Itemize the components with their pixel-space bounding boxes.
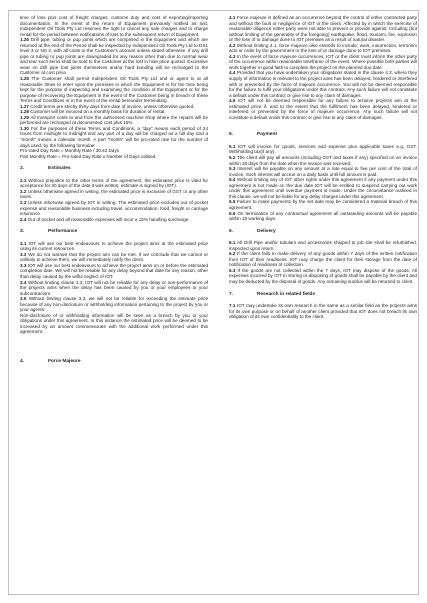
clause-number: 6.1 bbox=[229, 240, 236, 246]
clause-number: 5.1 bbox=[229, 143, 236, 149]
clause-number: 6.3 bbox=[229, 267, 236, 273]
paragraph: 6.3 If the goods are not collected within the 7 days, IOT may dispose of the goods. All expenses incurred by IOT in storing or disposing of goods shall be payable by the client and may be deducted by the disposal of goods. Any remaining surplus will be returned to client. bbox=[229, 267, 417, 284]
paragraph: 5.1 IOT will invoice for goods, services and expense plus applicable taxes e.g. GST. Withholding tax(if any). bbox=[229, 143, 417, 155]
section-heading-performance: 3. Performance bbox=[20, 229, 78, 235]
paragraph: 2.3 Unless otherwise agreed by IOT in writing. The estimated price excludes out of pocket expense and reasonable business including travel, accommodation, food, freight or carriage insurance. bbox=[20, 199, 208, 217]
clause-number: 3.4 bbox=[20, 279, 27, 285]
clause-number: 1.27 bbox=[20, 103, 29, 109]
paragraph: Non-disclosure of or withholding information will be seen as a breach by you or your obligations under this agreement. In this instance the estimated price will be deemed to be increased by an amount commensurate with the additional work performed under this agreement. bbox=[20, 312, 208, 335]
clause-number: 4.2 bbox=[229, 42, 236, 48]
paragraph: 6.2 If the client fails to make delivery of any goods within 7 days of the written notification from IOT of their readiness, IOT may charge the client for their storage from the date of notification of readiness of collection. bbox=[229, 251, 417, 268]
section-heading-payment: 5. Payment bbox=[229, 132, 277, 138]
right-column bbox=[229, 15, 417, 320]
clause-number: 2.2 bbox=[20, 188, 27, 194]
paragraph: 2.4 Out of pocket and all reasonable expenses will incur a 15% handling surcharge. bbox=[20, 216, 190, 222]
clause-number: 4.3 bbox=[229, 53, 236, 59]
paragraph: 4.5 IOT will not be deemed responsible for any failure to achieve projects aim at the estimated price if, and to the extent that the fulfilment has been delayed, hindered or interfered or prevented by the force of majeure occurrence. Any such failure will not constitute a default under this contract or give rise to any claim of damages. bbox=[229, 98, 417, 120]
paragraph: 5.5 Failure to make payments by the set date may be considered a material breach of this agreement. bbox=[229, 199, 417, 210]
paragraph: 1.25 Drill pipe, tubing or pup joints which are comprised in the Equipment and which are returned at the end of the Period shall be inspected by Independent Oil Tools Pty Ltd to DS1 level 3 or NS 2, with all costs to the Customer's account unless stated otherwise. If any drill pipe or tubing or pup joints are downgraded for any reason other than due to normal wear and tear such items shall be sold to the Customer at the lost in hole price quoted. Excessive wear on drill pipe tool joints themselves and/or hard banding will be recharged to the Customer at cost price. bbox=[20, 37, 208, 76]
paragraph: 5.6 On termination of any contractual agreement all outstanding amounts will be payable within 10 working days. bbox=[229, 210, 417, 222]
paragraph: 3.5 Without limiting clause 3.3, we will not be reliable for exceeding the estimate price because of any non-disclosure or withholding information pertaining to the project by you or your agents. bbox=[20, 296, 208, 313]
left-column bbox=[20, 15, 208, 371]
clause-number: 3.2 bbox=[20, 251, 27, 257]
section-heading-delivery: 6. Delivery bbox=[229, 228, 276, 234]
clause-number: 4.1 bbox=[229, 15, 236, 20]
clause-number: 3.3 bbox=[20, 262, 27, 268]
clause-number: 3.1 bbox=[20, 240, 27, 246]
paragraph: 6.1 All Drill Pipe and/or tubulars and accessories shipped to job site shall be refurbished, inspected upon return. bbox=[229, 240, 417, 251]
clause-number: 4.4 bbox=[229, 70, 236, 76]
clause-number: 2.4 bbox=[20, 216, 27, 222]
paragraph: 4.3 In the event of force majeure occurrences, IOT or the client must inform the other party of the occurrence within reasonable timeframe of the event. Where possible both parties will work together in good faith to complete the project on the planned due date. bbox=[229, 53, 417, 70]
paragraph: 5.3 Interest will be payable on any amount at a rate equal to five per cent of the total of invoice. Such interest will accrue on a daily basis until full amount is paid. bbox=[229, 166, 417, 177]
paragraph: 1.27 Credit terms are strictly thirty days from date of invoice, unless otherwise quoted. bbox=[20, 103, 195, 109]
paragraph: Pro-rated Day Rate = Monthly Rate / 30.42 Days bbox=[20, 148, 119, 154]
paragraph: time of loss plus cost of freight charges, customs duty and cost of exporting/importing documentation. In the event of the return of Equipment previously notified as lost, Independent Oil Tools Pty Ltd reserves the right to cancel any sale charges and to charge rental for the period between notifications of loss to the subsequent return of Equipment. bbox=[20, 15, 208, 37]
paragraph: 1.29 All transport costs to and from the authorised machine shop where the repairs will be performed are recharged at documented cost plus 15%. bbox=[20, 114, 208, 126]
clause-number: 5.3 bbox=[229, 166, 236, 172]
paragraph: 3.3 IOT will use our best endeavours to achieve the project aims on or before the estimated completion date. We will not be reliable for any delay beyond that date for any reason, other than delay caused by the wilful neglect of IOT. bbox=[20, 262, 208, 279]
paragraph: 1.30 For the purposes of these Terms and Conditions, a "day" means each period of 24 hours from midnight to midnight and any part of a day will be charged as a full day and a "month" means a calendar month. A part "month" will be pro-rated rate for the number of days used, by the following formulae: bbox=[20, 125, 208, 148]
paragraph: 2.2 Unless otherwise agreed in writing, the estimated price is exclusive of GST or any other taxes. bbox=[20, 188, 208, 200]
clause-number: 1.30 bbox=[20, 125, 29, 131]
clause-number: 2.1 bbox=[20, 177, 27, 183]
paragraph: 5.2 The client will pay all amounts (including GST and taxes if any) specified on an invoice within 30 days from the date when the invoice was received. bbox=[229, 155, 417, 166]
section-heading-force-majeure: 4. Force Majeure bbox=[20, 358, 81, 364]
paragraph: Part Monthly Rate = Pro-rated Day Rate x Number of Days utilised. bbox=[20, 153, 157, 159]
paragraph: 4.1 Force majeure is defined as an occurrence beyond the control of either contracted party and without the fault or negligence of IOT or the client. Affected by in which the exercise of reasonable diligence either party were not able to prevent or provide against. Including (but without limiting of the generality of the foregoing) earthquake, flood, tsunami, fire, explosion or the loss of or damage done to IOT premises as a result of natural disaster. bbox=[229, 15, 417, 43]
paragraph: 1.26 The Customer shall permit Independent Oil Tools Pty Ltd and or agent to at all reasonable times to enter upon the premises in which the Equipment is for the time being kept for the purpose of inspecting and examining the condition of the Equipment or for the purpose of recovering the Equipment in the event of the Customer being in breach of these Terms and Conditions or in the event of the rental hereunder terminating. bbox=[20, 76, 208, 104]
clause-number: 5.6 bbox=[229, 210, 236, 216]
section-heading-estimates: 2. Estimates bbox=[20, 166, 71, 172]
clause-number: 1.25 bbox=[20, 37, 29, 43]
clause-number: 6.2 bbox=[229, 251, 236, 257]
paragraph: 5.4 Without limiting any of IOT other rights under this agreement if any payment under this agreement is not made on the due date IOT will be entitled to suspend carrying out work under this agreement until overdue payment is made. Under the circumstance outlined in this clause, we will not be liable for any delay charges under this agreement. bbox=[229, 177, 417, 199]
paragraph: 4.4 Provided that you have undertaken your obligations stated in the clause 4.3, where they supply of information is relevant to the project aims has been delayed, hindered or interfered with or prevented by the force of majeure occurrence. You will not be deemed responsible for the failure to fulfil your obligations under this contract. Any such failure will not constitute a default under this contract or give rise to any claim of damages. bbox=[229, 70, 417, 98]
paragraph: 3.1 IOT will use our best endeavours to achieve the project aims at the estimated price using its current resources. bbox=[20, 240, 208, 252]
clause-number: 7.1 bbox=[229, 303, 236, 309]
clause-number: 1.29 bbox=[20, 114, 29, 120]
paragraph: 7.1 IOT may undertake its own research in the same as a similar field as the projects aims for its own purpose or on behalf of another client provided that IOT does not breach its own obligation of its own confidentiality to the client. bbox=[229, 303, 417, 320]
clause-number: 4.5 bbox=[229, 98, 236, 104]
paragraph: 4.2 Without limiting 4.1, force majeure also extends to include; wars, insurrection, terrorism acts or order by the government or the loss of or damage done to IOT premises. bbox=[229, 42, 417, 54]
clause-number: 1.28 bbox=[20, 109, 29, 115]
clause-number: 5.2 bbox=[229, 155, 236, 161]
clause-number: 5.4 bbox=[229, 177, 236, 183]
clause-number: 5.5 bbox=[229, 199, 236, 205]
clause-number: 3.5 bbox=[20, 296, 27, 302]
section-heading-research: 7. Research in related fields bbox=[229, 291, 316, 297]
paragraph: 2.1 Without prejudice to the other terms of the agreement, the estimated price is valid for acceptance for 30 days of the date it was written, estimate is signed by (IOT). bbox=[20, 177, 208, 189]
clause-number: 1.26 bbox=[20, 76, 29, 82]
paragraph: 1.28 Customer will be invoiced on a monthly basis for duration of rental. bbox=[20, 109, 166, 115]
document-page bbox=[8, 10, 419, 595]
paragraph: 3.4 Without limiting clause 3.3, IOT will not be reliable for any delay or non-performance of the projects aims when the delay has been caused by you or your employees or your subcontractors. bbox=[20, 279, 208, 296]
paragraph: 3.2 We do not warrant that the project aim can be met. If we conclude that we cannot or unlikely to achieve them, we will immediately notify the client. bbox=[20, 251, 208, 263]
clause-number: 2.3 bbox=[20, 199, 27, 205]
